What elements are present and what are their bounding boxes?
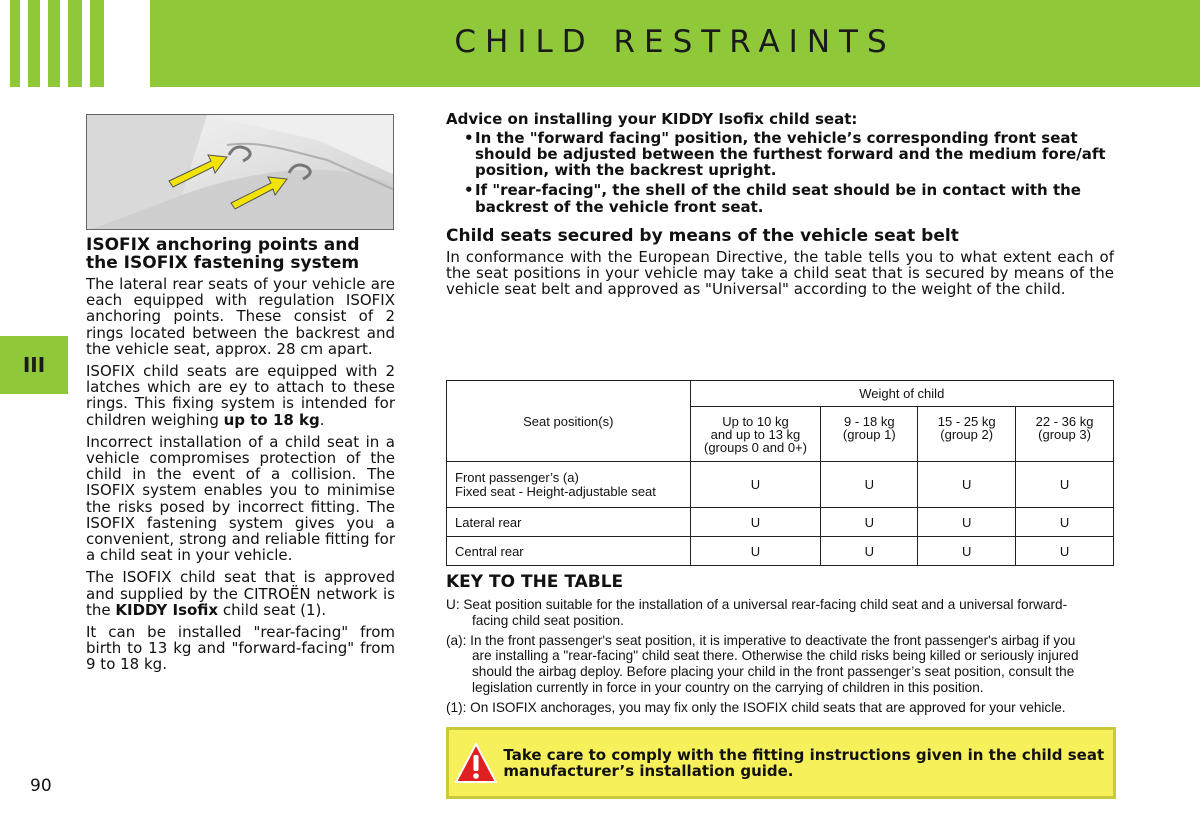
page-title: CHILD RESTRAINTS xyxy=(454,24,896,60)
group-header: 15 - 25 kg (group 2) xyxy=(918,407,1016,462)
weight-header: Weight of child xyxy=(690,381,1113,407)
cell: U xyxy=(821,462,918,508)
row-label: Central rear xyxy=(447,537,691,566)
isofix-anchorage-photo xyxy=(86,114,394,230)
isofix-para-3: Incorrect installation of a child seat in a vehicle compromises protection of the child in the event of a collision. The ISOFIX system enables you to minimise the risks posed by incorrect fitting. The ISOFIX fastening system gives you a convenient, strong and reliable fitting for a child seat in your vehicle. xyxy=(86,432,395,565)
chapter-tab: III xyxy=(0,336,68,394)
cell: U xyxy=(918,462,1016,508)
cell: U xyxy=(821,508,918,537)
cell: U xyxy=(1016,462,1114,508)
cell: U xyxy=(1016,508,1114,537)
cell: U xyxy=(918,508,1016,537)
isofix-para-2: ISOFIX child seats are equipped with 2 latches which are ey to attach to these rings. This fixing system is intended for children weighing up to 18 kg. xyxy=(86,362,395,429)
cell: U xyxy=(918,537,1016,566)
table-row xyxy=(447,508,1114,537)
key-a: (a): In the front passenger's seat position, it is imperative to deactivate the front passenger's airbag if you are installing a "rear-facing" child seat there. Otherwise the child risks being killed or seriously injured should the airbag deploy. Before placing your child in the front passenger’s seat position, consult the legislation currently in force in your country on the carrying of children in this position. xyxy=(446,632,1079,695)
cell: U xyxy=(1016,537,1114,566)
group-header: 22 - 36 kg (group 3) xyxy=(1016,407,1114,462)
isofix-heading: ISOFIX anchoring points and the ISOFIX fastening system xyxy=(86,235,360,273)
table-row xyxy=(447,462,1114,508)
advice-item: • If "rear-facing", the shell of the child seat should be in contact with the backrest of the vehicle front seat. xyxy=(464,182,1114,215)
belt-heading: Child seats secured by means of the vehicle seat belt xyxy=(446,225,959,246)
cell: U xyxy=(821,537,918,566)
advice-heading: Advice on installing your KIDDY Isofix child seat: xyxy=(446,110,858,128)
header-stripes xyxy=(0,0,150,87)
isofix-para-1: The lateral rear seats of your vehicle are each equipped with regulation ISOFIX anchoring points. These consist of 2 rings located between the backrest and the vehicle seat, approx. 28 cm apart. xyxy=(86,275,395,358)
cell: U xyxy=(690,508,821,537)
page-number: 90 xyxy=(30,776,52,796)
warning-text: Take care to comply with the fitting instructions given in the child seat manufacturer’s installation guide. xyxy=(503,745,1105,780)
isofix-para-5: It can be installed "rear-facing" from birth to 13 kg and "forward-facing" from 9 to 18 kg. xyxy=(86,623,395,674)
cell: U xyxy=(690,537,821,566)
advice-item: • In the "forward facing" position, the vehicle’s corresponding front seat should be adjusted between the furthest forward and the medium fore/aft position, with the backrest upright. xyxy=(464,130,1114,179)
right-column xyxy=(446,111,1114,298)
isofix-para-4: The ISOFIX child seat that is approved and supplied by the CITROËN network is the KIDDY Isofix child seat (1). xyxy=(86,568,395,619)
left-column xyxy=(86,236,395,679)
key-u: U: Seat position suitable for the installation of a universal rear-facing child seat and a universal forward- facing child seat position. xyxy=(446,597,1068,628)
anchor-ring-left xyxy=(229,147,250,161)
seat-position-table xyxy=(446,380,1114,566)
group-header: Up to 10 kg and up to 13 kg (groups 0 and 0+) xyxy=(690,407,821,462)
advice-list xyxy=(464,130,1114,215)
row-label: Lateral rear xyxy=(447,508,691,537)
key-1: (1): On ISOFIX anchorages, you may fix only the ISOFIX child seats that are approved for your vehicle. xyxy=(446,699,1066,715)
warning-box xyxy=(446,727,1116,799)
seat-position-header: Seat position(s) xyxy=(447,381,691,462)
group-header: 9 - 18 kg (group 1) xyxy=(821,407,918,462)
cell: U xyxy=(690,462,821,508)
table-row xyxy=(447,537,1114,566)
key-block xyxy=(446,597,1114,720)
row-label: Front passenger’s (a) Fixed seat - Height-adjustable seat xyxy=(447,462,691,508)
belt-text: In conformance with the European Directive, the table tells you to what extent each of the seat positions in your vehicle may take a child seat that is secured by means of the vehicle seat belt and approved as "Universal" according to the weight of the child. xyxy=(446,247,1114,299)
key-heading: KEY TO THE TABLE xyxy=(446,572,624,592)
warning-triangle-icon xyxy=(449,727,503,799)
